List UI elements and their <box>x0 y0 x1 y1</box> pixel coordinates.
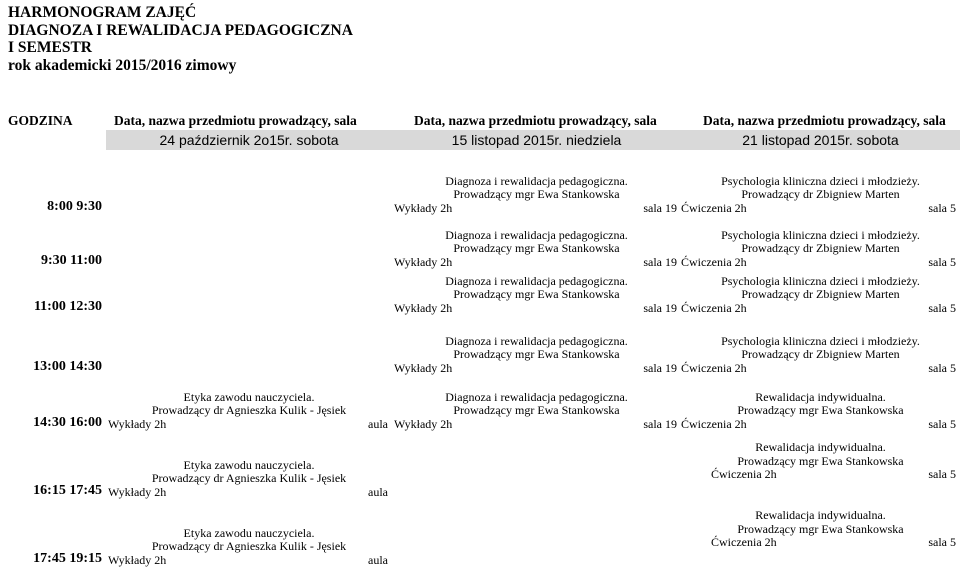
room: sala 19 <box>643 254 677 269</box>
lecturer: Prowadzący mgr Ewa Stankowska <box>737 521 904 536</box>
room: sala 19 <box>643 416 677 431</box>
class-entry <box>681 317 960 377</box>
time-slot: 17:45 19:15 <box>33 551 102 566</box>
date-cell-1: 24 październik 2o15r. sobota <box>106 130 392 150</box>
class-entry <box>681 217 960 271</box>
empty-cell <box>106 317 392 377</box>
empty-cell <box>392 501 681 569</box>
room: sala 5 <box>928 416 956 431</box>
class-entry <box>681 433 960 501</box>
lecturer: Prowadzący mgr Ewa Stankowska <box>453 287 620 301</box>
course-title: Psychologia kliniczna dzieci i młodzieży. <box>721 227 920 242</box>
lecturer: Prowadzący mgr Ewa Stankowska <box>737 453 904 468</box>
class-entry <box>106 433 392 501</box>
course-title: Rewalidacja indywidualna. <box>755 389 886 404</box>
course-title: Psychologia kliniczna dzieci i młodzieży. <box>721 273 920 288</box>
lecturer: Prowadzący dr Agnieszka Kulik - Jęsiek <box>151 403 347 417</box>
table-row <box>0 501 960 569</box>
class-form: Ćwiczenia 2h <box>711 535 777 549</box>
table-row <box>0 217 960 271</box>
class-entry <box>681 150 960 217</box>
lecturer: Prowadzący dr Agnieszka Kulik - Jęsiek <box>151 471 347 485</box>
table-row <box>0 271 960 317</box>
class-entry <box>106 501 392 569</box>
course-title: Diagnoza i rewalidacja pedagogiczna. <box>445 389 628 404</box>
schedule-title: HARMONOGRAM ZAJĘĆ <box>8 4 197 21</box>
lecturer: Prowadzący mgr Ewa Stankowska <box>453 241 620 255</box>
class-entry <box>681 377 960 433</box>
time-slot: 8:00 9:30 <box>47 199 102 214</box>
date-cell-2: 15 listopad 2015r. niedziela <box>392 130 681 150</box>
class-form: Ćwiczenia 2h <box>681 300 747 315</box>
class-form: Wykłady 2h <box>394 254 453 269</box>
table-row <box>0 377 960 433</box>
lecturer: Prowadzący mgr Ewa Stankowska <box>453 347 620 361</box>
course-title: Diagnoza i rewalidacja pedagogiczna. <box>445 333 628 348</box>
room: sala 5 <box>928 535 956 549</box>
schedule-table <box>0 111 960 569</box>
time-slot: 14:30 16:00 <box>33 415 102 430</box>
lecturer: Prowadzący mgr Ewa Stankowska <box>453 187 620 201</box>
class-form: Ćwiczenia 2h <box>681 416 747 431</box>
class-form: Wykłady 2h <box>108 484 167 499</box>
course-title: Diagnoza i rewalidacja pedagogiczna. <box>445 273 628 288</box>
column-header-row <box>0 111 960 130</box>
class-entry <box>392 377 681 433</box>
room: sala 5 <box>928 200 956 215</box>
class-form: Wykłady 2h <box>394 200 453 215</box>
lecturer: Prowadzący dr Zbigniew Marten <box>741 187 900 201</box>
time-slot: 13:00 14:30 <box>33 359 102 374</box>
class-form: Wykłady 2h <box>394 300 453 315</box>
class-form: Ćwiczenia 2h <box>681 200 747 215</box>
class-entry <box>392 150 681 217</box>
course-title: Etyka zawodu nauczyciela. <box>183 457 315 472</box>
table-row <box>0 433 960 501</box>
column-label-1: Data, nazwa przedmiotu prowadzący, sala <box>114 112 357 128</box>
column-label-3: Data, nazwa przedmiotu prowadzący, sala <box>703 112 946 128</box>
class-form: Ćwiczenia 2h <box>711 467 777 481</box>
class-entry <box>681 501 960 569</box>
date-cell-3: 21 listopad 2015r. sobota <box>681 130 960 150</box>
lecturer: Prowadzący dr Agnieszka Kulik - Jęsiek <box>151 539 347 553</box>
class-form: Wykłady 2h <box>108 416 167 431</box>
class-form: Wykłady 2h <box>394 360 453 375</box>
course-title: Psychologia kliniczna dzieci i młodzieży. <box>721 173 920 188</box>
room: sala 5 <box>928 254 956 269</box>
lecturer: Prowadzący mgr Ewa Stankowska <box>453 403 620 417</box>
room: sala 5 <box>928 360 956 375</box>
table-row <box>0 150 960 217</box>
room: sala 5 <box>928 467 956 481</box>
class-entry <box>392 317 681 377</box>
time-slot: 9:30 11:00 <box>40 253 102 268</box>
room: sala 19 <box>643 200 677 215</box>
academic-year: rok akademicki 2015/2016 zimowy <box>8 56 237 74</box>
course-title: Psychologia kliniczna dzieci i młodzieży. <box>721 333 920 348</box>
course-title: Rewalidacja indywidualna. <box>755 508 886 522</box>
class-entry <box>106 377 392 433</box>
column-label-2: Data, nazwa przedmiotu prowadzący, sala <box>414 112 657 128</box>
class-form: Ćwiczenia 2h <box>681 360 747 375</box>
lecturer: Prowadzący dr Zbigniew Marten <box>741 241 900 255</box>
class-entry <box>392 217 681 271</box>
document-header <box>8 4 353 74</box>
room: aula <box>368 484 388 499</box>
time-slot: 16:15 17:45 <box>33 483 102 498</box>
course-title: Diagnoza i rewalidacja pedagogiczna. <box>445 173 628 188</box>
date-row <box>0 130 960 150</box>
course-title: Rewalidacja indywidualna. <box>755 440 886 454</box>
room: aula <box>368 416 388 431</box>
lecturer: Prowadzący mgr Ewa Stankowska <box>737 403 904 417</box>
room: sala 19 <box>643 360 677 375</box>
godzina-header: GODZINA <box>8 112 73 128</box>
lecturer: Prowadzący dr Zbigniew Marten <box>741 287 900 301</box>
room: aula <box>368 552 388 567</box>
lecturer: Prowadzący dr Zbigniew Marten <box>741 347 900 361</box>
class-form: Wykłady 2h <box>108 552 167 567</box>
class-form: Wykłady 2h <box>394 416 453 431</box>
time-slot: 11:00 12:30 <box>33 299 102 314</box>
empty-cell <box>106 271 392 317</box>
empty-cell <box>106 217 392 271</box>
empty-cell <box>106 150 392 217</box>
empty-cell <box>392 433 681 501</box>
class-entry <box>392 271 681 317</box>
course-title: Diagnoza i rewalidacja pedagogiczna. <box>445 227 628 242</box>
room: sala 5 <box>928 300 956 315</box>
course-title: Etyka zawodu nauczyciela. <box>183 525 315 540</box>
semester: I SEMESTR <box>8 39 92 56</box>
room: sala 19 <box>643 300 677 315</box>
class-form: Ćwiczenia 2h <box>681 254 747 269</box>
table-row <box>0 317 960 377</box>
program-name: DIAGNOZA I REWALIDACJA PEDAGOGICZNA <box>8 21 353 39</box>
class-entry <box>681 271 960 317</box>
course-title: Etyka zawodu nauczyciela. <box>183 389 315 404</box>
